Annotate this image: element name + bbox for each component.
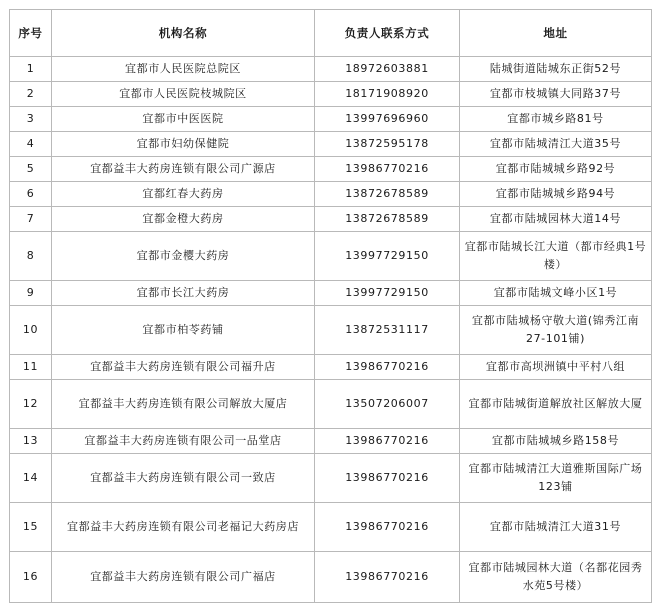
cell-no: 13 [10,429,52,454]
cell-contact: 13986770216 [315,157,460,182]
header-no: 序号 [10,10,52,57]
cell-address: 宜都市陆城文峰小区1号 [460,281,652,306]
cell-contact: 13997696960 [315,107,460,132]
cell-name: 宜都益丰大药房连锁有限公司一致店 [52,454,315,503]
header-name: 机构名称 [52,10,315,57]
cell-name: 宜都益丰大药房连锁有限公司福升店 [52,355,315,380]
cell-no: 14 [10,454,52,503]
table-row [10,355,652,380]
cell-no: 15 [10,503,52,552]
table-row [10,82,652,107]
cell-address: 宜都市陆城清江大道雅斯国际广场123铺 [460,454,652,503]
cell-no: 5 [10,157,52,182]
cell-no: 6 [10,182,52,207]
table-row [10,207,652,232]
cell-address: 宜都市高坝洲镇中平村八组 [460,355,652,380]
cell-address: 宜都市陆城清江大道35号 [460,132,652,157]
cell-name: 宜都益丰大药房连锁有限公司老福记大药房店 [52,503,315,552]
cell-no: 11 [10,355,52,380]
cell-name: 宜都益丰大药房连锁有限公司广源店 [52,157,315,182]
cell-contact: 13997729150 [315,232,460,281]
cell-contact: 13507206007 [315,380,460,429]
cell-no: 3 [10,107,52,132]
cell-no: 4 [10,132,52,157]
cell-name: 宜都市妇幼保健院 [52,132,315,157]
cell-contact: 18171908920 [315,82,460,107]
cell-no: 10 [10,306,52,355]
cell-address: 宜都市陆城街道解放社区解放大厦 [460,380,652,429]
cell-no: 1 [10,57,52,82]
cell-address: 宜都市陆城园林大道14号 [460,207,652,232]
cell-contact: 13872678589 [315,182,460,207]
cell-name: 宜都金橙大药房 [52,207,315,232]
header-address: 地址 [460,10,652,57]
cell-address: 宜都市陆城杨守敬大道(锦秀江南27-101铺) [460,306,652,355]
table-row [10,454,652,503]
table-row [10,232,652,281]
cell-address: 宜都市陆城清江大道31号 [460,503,652,552]
cell-contact: 13872595178 [315,132,460,157]
table-row [10,503,652,552]
cell-name: 宜都益丰大药房连锁有限公司解放大厦店 [52,380,315,429]
cell-no: 9 [10,281,52,306]
cell-contact: 13997729150 [315,281,460,306]
cell-no: 16 [10,552,52,603]
table-row [10,182,652,207]
cell-name: 宜都益丰大药房连锁有限公司一品堂店 [52,429,315,454]
cell-name: 宜都市长江大药房 [52,281,315,306]
table-row [10,132,652,157]
cell-no: 2 [10,82,52,107]
cell-contact: 13986770216 [315,355,460,380]
cell-contact: 13872531117 [315,306,460,355]
cell-no: 8 [10,232,52,281]
cell-address: 陆城街道陆城东正街52号 [460,57,652,82]
cell-name: 宜都市柏苓药铺 [52,306,315,355]
cell-address: 宜都市陆城长江大道（都市经典1号楼） [460,232,652,281]
institution-table [9,9,652,603]
table-body [10,10,652,603]
table-row [10,157,652,182]
cell-contact: 18972603881 [315,57,460,82]
table-row [10,429,652,454]
cell-name: 宜都益丰大药房连锁有限公司广福店 [52,552,315,603]
cell-contact: 13986770216 [315,454,460,503]
table-row [10,281,652,306]
cell-address: 宜都市陆城城乡路94号 [460,182,652,207]
cell-name: 宜都市人民医院枝城院区 [52,82,315,107]
cell-address: 宜都市陆城园林大道（名都花园秀水苑5号楼） [460,552,652,603]
cell-name: 宜都红春大药房 [52,182,315,207]
cell-no: 12 [10,380,52,429]
cell-contact: 13986770216 [315,429,460,454]
table-row [10,552,652,603]
cell-address: 宜都市城乡路81号 [460,107,652,132]
cell-contact: 13986770216 [315,503,460,552]
cell-contact: 13872678589 [315,207,460,232]
cell-no: 7 [10,207,52,232]
table-row [10,57,652,82]
cell-address: 宜都市陆城城乡路158号 [460,429,652,454]
table-row [10,306,652,355]
table-row [10,380,652,429]
cell-address: 宜都市枝城镇大同路37号 [460,82,652,107]
table-row [10,107,652,132]
table-header-row [10,10,652,57]
header-contact: 负责人联系方式 [315,10,460,57]
cell-contact: 13986770216 [315,552,460,603]
cell-name: 宜都市金樱大药房 [52,232,315,281]
cell-address: 宜都市陆城城乡路92号 [460,157,652,182]
cell-name: 宜都市中医医院 [52,107,315,132]
cell-name: 宜都市人民医院总院区 [52,57,315,82]
